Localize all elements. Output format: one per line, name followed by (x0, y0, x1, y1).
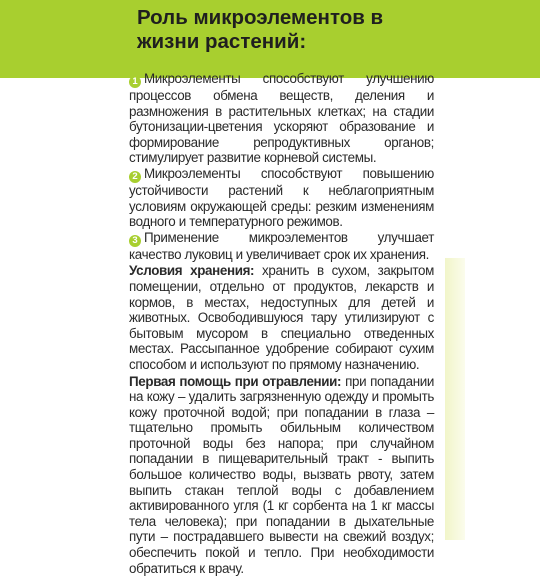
storage-label: Условия хранения: (129, 263, 254, 278)
first-aid-text: при попадании на кожу – удалить загрязненную одежду и промыть кожу проточной водой; при попадании в глаза – тщательно промыть обильным количеством проточной воды без напора; при случайном попадании в пищеварительный тракт - выпить большое количество воды, вызвать рвоту, затем выпить стакан теплой воды с добавлением активированного угля (1 кг сорбента на 1 кг массы тела человека); при попадании в дыхательные пути – пострадавшего вывести на свежий воздух; обеспечить покой и тепло. При необходимости обратиться к врачу. (129, 374, 434, 576)
point-1-text: Микроэлементы способствуют улучшению процессов обмена веществ, деления и размножения в растительных клетках; на стадии бутонизации-цветения ускоряют образование и формирование репродуктивных органов; стимулирует развитие корневой системы. (129, 71, 434, 165)
storage-text: хранить в сухом, закрытом помещении, отдельно от продуктов, лекарств и кормов, в местах, недоступных для детей и животных. Освободившуюся тару утилизируют с бытовым мусором в специально отведенных местах. Рассыпанное удобрение собирают сухим способом и используют по прямому назначению. (129, 263, 434, 372)
point-3-text: Применение микроэлементов улучшает качество луковиц и увеличивает срок их хранения. (129, 230, 434, 262)
number-2-icon: 2 (129, 171, 141, 183)
header-banner (0, 0, 540, 78)
page-title: Роль микроэлементов в жизни растений: (137, 6, 437, 54)
first-aid-section (129, 374, 434, 576)
point-2 (129, 166, 434, 230)
decorative-side-strip (445, 258, 465, 540)
number-3-icon: 3 (129, 235, 141, 247)
point-2-text: Микроэлементы способствуют повышению устойчивости растений к неблагоприятным условиям окружающей среды: резким изменениям водного и температурного режимов. (129, 166, 434, 229)
number-1-icon: 1 (129, 76, 141, 88)
storage-section (129, 263, 434, 372)
point-1 (129, 71, 434, 166)
first-aid-label: Первая помощь при отравлении: (129, 374, 341, 389)
point-3 (129, 230, 434, 263)
document-body (129, 71, 434, 576)
